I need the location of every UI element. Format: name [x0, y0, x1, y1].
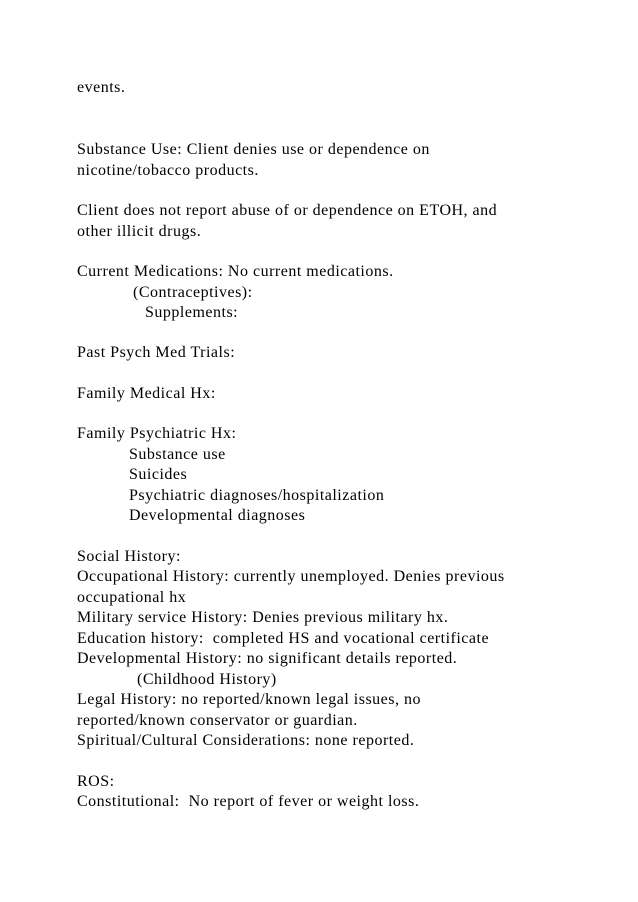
substance-use-continued: nicotine/tobacco products. — [77, 162, 259, 179]
social-history-heading: Social History: — [77, 548, 181, 565]
etoh-line-continued: other illicit drugs. — [77, 223, 202, 240]
etoh-line: Client does not report abuse of or dependence on ETOH, and — [77, 202, 498, 219]
text-line-events: events. — [77, 79, 126, 96]
legal-history-line: Legal History: no reported/known legal issues, no — [77, 691, 421, 708]
suicides-item: Suicides — [129, 466, 188, 483]
education-history-line: Education history: completed HS and vocational certificate — [77, 630, 490, 647]
substance-use-item: Substance use — [129, 446, 226, 463]
supplements-line: Supplements: — [145, 304, 239, 321]
contraceptives-line: (Contraceptives): — [133, 284, 253, 301]
childhood-history-line: (Childhood History) — [137, 671, 277, 688]
ros-heading: ROS: — [77, 773, 115, 790]
occupational-history-line: Occupational History: currently unemployed. Denies previous — [77, 568, 505, 585]
developmental-diagnoses-item: Developmental diagnoses — [129, 507, 306, 524]
military-history-line: Military service History: Denies previous military hx. — [77, 609, 449, 626]
family-medical-hx-line: Family Medical Hx: — [77, 385, 216, 402]
spiritual-cultural-line: Spiritual/Cultural Considerations: none reported. — [77, 732, 415, 749]
constitutional-line: Constitutional: No report of fever or weight loss. — [77, 793, 420, 810]
legal-history-continued: reported/known conservator or guardian. — [77, 712, 358, 729]
current-medications-line: Current Medications: No current medications. — [77, 263, 394, 280]
family-psychiatric-hx-line: Family Psychiatric Hx: — [77, 425, 237, 442]
occupational-history-continued: occupational hx — [77, 589, 187, 606]
substance-use-line: Substance Use: Client denies use or dependence on — [77, 141, 430, 158]
psychiatric-diagnoses-item: Psychiatric diagnoses/hospitalization — [129, 487, 385, 504]
developmental-history-line: Developmental History: no significant details reported. — [77, 650, 458, 667]
past-psych-med-trials-line: Past Psych Med Trials: — [77, 344, 236, 361]
